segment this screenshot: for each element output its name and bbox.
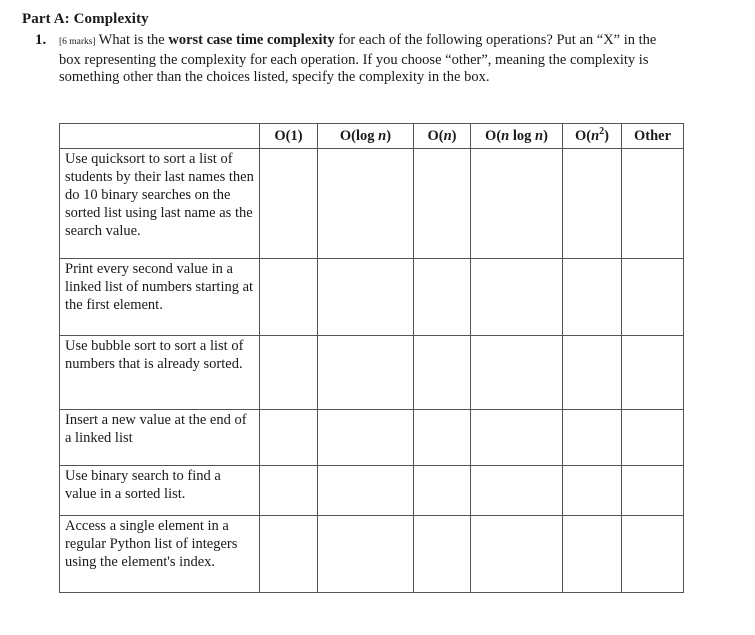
answer-cell-ologn[interactable] (318, 516, 414, 593)
operation-label: Use bubble sort to sort a list of numbers that is already sorted. (60, 336, 260, 410)
answer-cell-on[interactable] (414, 516, 471, 593)
answer-cell-on2[interactable] (563, 466, 622, 516)
question-number: 1. (35, 32, 47, 48)
operation-label: Use quicksort to sort a list of students by their last names then do 10 binary searches on the sorted list using last name as the search value. (60, 149, 260, 259)
answer-cell-on[interactable] (414, 259, 471, 336)
question-line-2: box representing the complexity for each operation. If you choose “other”, meaning the complexity is (59, 51, 649, 68)
answer-cell-ologn[interactable] (318, 149, 414, 259)
operation-label: Access a single element in a regular Python list of integers using the element's index. (60, 516, 260, 593)
question-line-3: something other than the choices listed, specify the complexity in the box. (59, 69, 490, 85)
answer-cell-on[interactable] (414, 410, 471, 466)
answer-cell-ologn[interactable] (318, 466, 414, 516)
table-row (60, 336, 684, 410)
answer-cell-onlogn[interactable] (471, 336, 563, 410)
question-emphasis: worst case time complexity (168, 32, 335, 48)
table-row (60, 259, 684, 336)
operation-label: Insert a new value at the end of a linked list (60, 410, 260, 466)
header-onlogn: O(n log n) (471, 124, 563, 149)
header-on2: $O(n^2)$ (563, 124, 622, 149)
question-line-1 (59, 32, 749, 52)
header-ologn: O(log n) (318, 124, 414, 149)
answer-cell-on[interactable] (414, 336, 471, 410)
table-row (60, 149, 684, 259)
table-row (60, 466, 684, 516)
answer-cell-on[interactable] (414, 466, 471, 516)
answer-cell-onlogn[interactable] (471, 466, 563, 516)
answer-cell-ologn[interactable] (318, 410, 414, 466)
answer-cell-onlogn[interactable] (471, 410, 563, 466)
answer-cell-on2[interactable] (563, 149, 622, 259)
answer-cell-other[interactable] (622, 516, 684, 593)
operation-label: Print every second value in a linked list of numbers starting at the first element. (60, 259, 260, 336)
answer-cell-o1[interactable] (260, 259, 318, 336)
answer-cell-ologn[interactable] (318, 259, 414, 336)
answer-cell-on[interactable] (414, 149, 471, 259)
table-row (60, 410, 684, 466)
header-operation (60, 124, 260, 149)
question-text-1a: What is the (98, 32, 169, 48)
answer-cell-o1[interactable] (260, 466, 318, 516)
question-text (59, 32, 749, 87)
header-other: Other (622, 124, 684, 149)
answer-cell-o1[interactable] (260, 410, 318, 466)
answer-cell-other[interactable] (622, 336, 684, 410)
header-on: O(n) (414, 124, 471, 149)
answer-cell-ologn[interactable] (318, 336, 414, 410)
table-row (60, 516, 684, 593)
answer-cell-on2[interactable] (563, 410, 622, 466)
answer-cell-onlogn[interactable] (471, 516, 563, 593)
answer-cell-other[interactable] (622, 466, 684, 516)
answer-cell-on2[interactable] (563, 259, 622, 336)
answer-cell-other[interactable] (622, 259, 684, 336)
answer-cell-on2[interactable] (563, 516, 622, 593)
operation-label: Use binary search to find a value in a sorted list. (60, 466, 260, 516)
answer-cell-o1[interactable] (260, 149, 318, 259)
marks-label: [6 marks] (59, 37, 96, 47)
table-header-row (60, 124, 684, 149)
answer-cell-onlogn[interactable] (471, 259, 563, 336)
complexity-table (59, 123, 684, 593)
answer-cell-onlogn[interactable] (471, 149, 563, 259)
header-o1: O(1) (260, 124, 318, 149)
answer-cell-other[interactable] (622, 410, 684, 466)
answer-cell-o1[interactable] (260, 516, 318, 593)
question-text-1b: for each of the following operations? Put an “X” in the (334, 32, 657, 48)
answer-cell-o1[interactable] (260, 336, 318, 410)
part-title: Part A: Complexity (22, 11, 149, 27)
answer-cell-on2[interactable] (563, 336, 622, 410)
answer-cell-other[interactable] (622, 149, 684, 259)
